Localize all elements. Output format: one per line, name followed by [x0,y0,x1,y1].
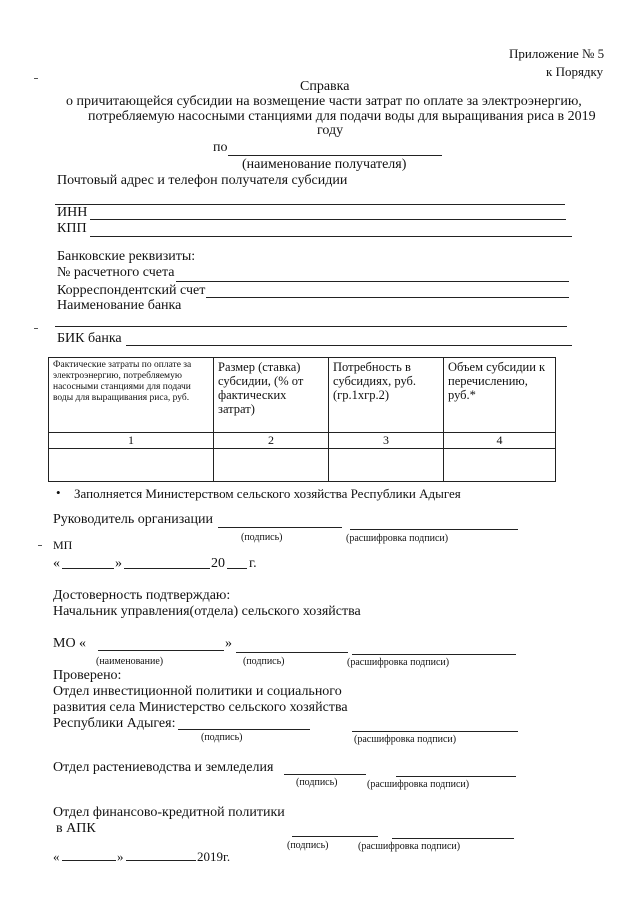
head-label: Руководитель организации [53,512,213,527]
dept3-decode-caption: (расшифровка подписи) [358,841,461,852]
bank-name-field[interactable] [55,326,567,327]
doc-subtitle-line3: году [317,123,344,138]
margin-mark [38,545,42,546]
dept2-decode-caption: (расшифровка подписи) [367,779,470,790]
margin-mark [34,78,38,79]
subsidy-table [48,357,556,482]
final-date-day-field[interactable] [62,860,116,861]
subsidy-volume-cell[interactable] [444,449,556,482]
dept1-signature-field[interactable] [178,729,310,730]
inn-label: ИНН [57,205,88,220]
footnote-text: Заполняется Министерством сельского хозяйства Республики Адыгея [74,486,461,501]
mo-sign-caption: (подпись) [243,656,285,667]
margin-mark [34,328,38,329]
doc-title: Справка [300,79,350,94]
final-date-open: « [53,849,60,864]
bik-label: БИК банка [57,331,122,346]
date-day-field[interactable] [62,568,114,569]
table-header-row [49,358,556,433]
table-number-row [49,433,556,449]
recipient-prefix: по [213,140,228,155]
dept3-line1: Отдел финансово-кредитной политики [53,805,285,820]
mo-decode-field[interactable] [352,654,516,655]
col-number: 1 [49,433,214,449]
dept3-sign-caption: (подпись) [287,840,329,851]
date-open-quote: « [53,556,60,571]
kpp-label: КПП [57,221,87,236]
dept2-sign-caption: (подпись) [296,777,338,788]
dept1-sign-caption: (подпись) [201,732,243,743]
dept1-decode-field[interactable] [352,731,518,732]
mo-name-field[interactable] [98,650,224,651]
col-number: 2 [214,433,329,449]
dept2-label: Отдел растениеводства и земледелия [53,760,274,775]
final-date-month-field[interactable] [126,860,196,861]
dept1-line2: развития села Министерство сельского хозяйства [53,700,348,715]
mo-signature-field[interactable] [236,652,348,653]
date-month-field[interactable] [124,568,210,569]
date-year-prefix: 20 [211,556,225,571]
header-actual-costs: Фактические затраты по оплате за электроэнергию, потребляемую насосными станциями для подачи воды для выращивания риса, руб. [49,358,214,433]
date-year-suffix: г. [249,556,257,571]
mo-close-quote: » [225,636,232,651]
account-field[interactable] [176,281,569,282]
dept3-line2: в АПК [56,821,96,836]
footnote-bullet: • [56,485,61,500]
dept1-line1: Отдел инвестиционной политики и социального [53,684,342,699]
bik-field[interactable] [126,345,572,346]
dept3-decode-field[interactable] [392,838,514,839]
confirm-line2: Начальник управления(отдела) сельского хозяйства [53,604,361,619]
address-label: Почтовый адрес и телефон получателя субсидии [57,173,348,188]
corr-account-field[interactable] [206,297,569,298]
final-date-close: » [117,849,124,864]
account-label: № расчетного счета [57,265,175,280]
header-subsidy-need: Потребность в субсидиях, руб.(гр.1хгр.2) [329,358,444,433]
bank-heading: Банковские реквизиты: [57,249,196,264]
table-data-row [49,449,556,482]
kpp-field[interactable] [90,236,572,237]
dept1-line3: Республики Адыгея: [53,716,176,731]
doc-subtitle-line2: потребляемую насосными станциями для подачи воды для выращивания риса в 2019 [88,109,596,124]
dept2-signature-field[interactable] [284,774,366,775]
actual-costs-cell[interactable] [49,449,214,482]
head-signature-field[interactable] [218,527,342,528]
header-subsidy-volume: Объем субсидии к перечислению, руб.* [444,358,556,433]
mo-name-caption: (наименование) [96,656,164,667]
dept3-signature-field[interactable] [292,836,378,837]
checked-label: Проверено: [53,668,122,683]
bank-name-label: Наименование банка [57,298,182,313]
date-year-field[interactable] [227,568,247,569]
stamp-place: МП [53,538,73,552]
recipient-name-field[interactable] [228,155,442,156]
appendix-number: Приложение № 5 [509,46,605,61]
subsidy-rate-cell[interactable] [214,449,329,482]
recipient-caption: (наименование получателя) [242,157,407,172]
confirm-line1: Достоверность подтверждаю: [53,588,231,603]
inn-field[interactable] [90,219,566,220]
head-decode-field[interactable] [350,529,518,530]
corr-account-label: Корреспондентский счет [57,283,206,298]
doc-subtitle-line1: о причитающейся субсидии на возмещение части затрат по оплате за электроэнергию, [66,94,582,109]
mo-prefix: МО « [53,636,87,651]
final-date-year: 2019г. [197,849,231,864]
dept2-decode-field[interactable] [396,776,516,777]
mo-decode-caption: (расшифровка подписи) [347,657,450,668]
col-number: 4 [444,433,556,449]
head-sign-caption: (подпись) [241,532,283,543]
subsidy-need-cell[interactable] [329,449,444,482]
order-reference: к Порядку [546,64,604,79]
header-subsidy-rate: Размер (ставка) субсидии, (% от фактических затрат) [214,358,329,433]
head-decode-caption: (расшифровка подписи) [346,533,449,544]
date-close-quote: » [115,556,122,571]
dept1-decode-caption: (расшифровка подписи) [354,734,457,745]
col-number: 3 [329,433,444,449]
address-field[interactable] [55,204,565,205]
